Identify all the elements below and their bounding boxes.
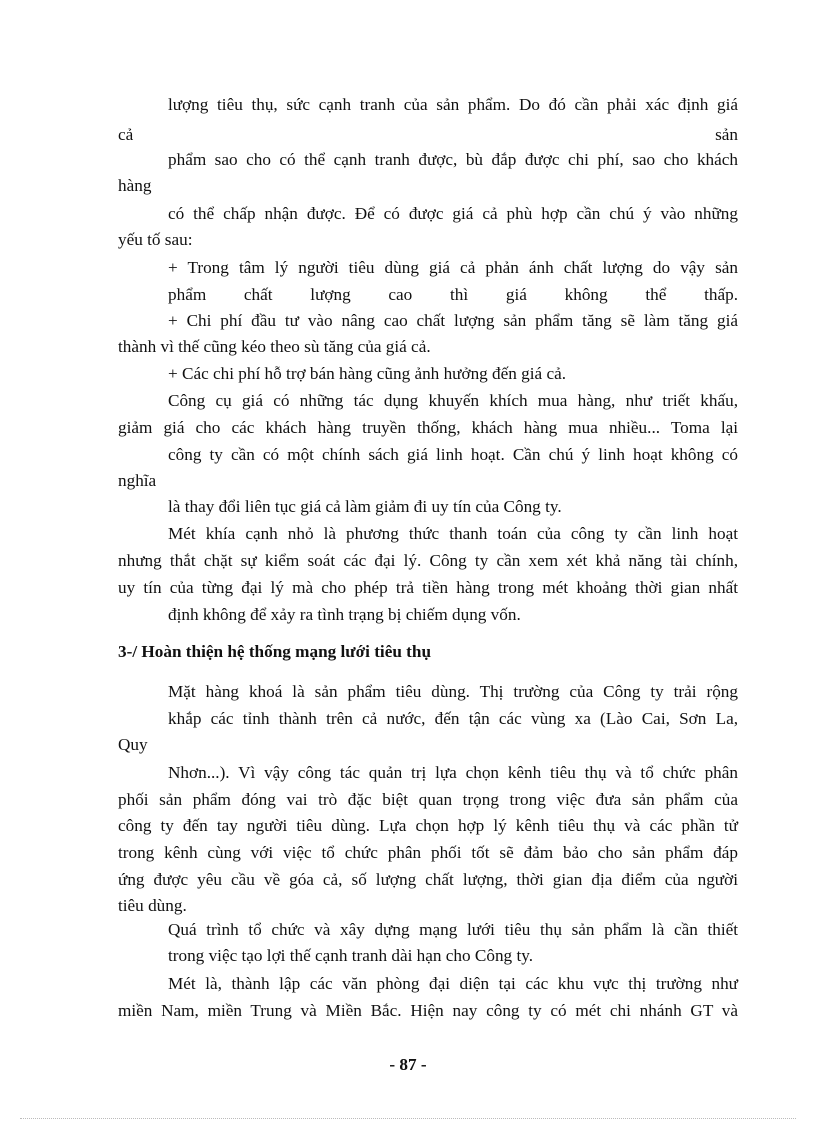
text-line: Mét khía cạnh nhỏ là phương thức thanh toán của công ty cần linh hoạt [168, 524, 738, 543]
text-line: Nhơn...). Vì vậy công tác quản trị lựa chọn kênh tiêu thụ và tổ chức phân [168, 763, 738, 782]
text-line: phẩm chất lượng cao thì giá không thể thấp. [168, 285, 738, 304]
text-line: có thể chấp nhận được. Để có được giá cả phù hợp cần chú ý vào những [168, 204, 738, 223]
text-line: nghĩa [118, 471, 157, 490]
text-line: giảm giá cho các khách hàng truyền thống, khách hàng mua nhiều... Toma lại [118, 418, 738, 437]
text-line: hàng [118, 176, 152, 195]
text-line: tiêu dùng. [118, 896, 187, 915]
text-line: định không để xảy ra tình trạng bị chiếm dụng vốn. [168, 605, 521, 624]
page-number: - 87 - [389, 1055, 427, 1074]
text-line: Mặt hàng khoá là sản phẩm tiêu dùng. Thị trường của Công ty trải rộng [168, 682, 738, 701]
text-line: trong kênh cùng với việc tổ chức phân phối tốt sẽ đảm bảo cho sản phẩm đáp [118, 843, 738, 862]
text-line: + Chi phí đầu tư vào nâng cao chất lượng sản phẩm tăng sẽ làm tăng giá [168, 311, 738, 330]
text-line: cả [118, 125, 134, 144]
text-line: yếu tố sau: [118, 230, 193, 249]
text-line: phối sản phẩm đóng vai trò đặc biệt quan trọng trong việc đưa sản phẩm của [118, 790, 738, 809]
text-line: là thay đổi liên tục giá cả làm giảm đi uy tín của Công ty. [168, 497, 562, 516]
text-line: ứng được yêu cầu về góa cả, số lượng chất lượng, thời gian địa điểm của người [118, 870, 738, 889]
text-line: Công cụ giá có những tác dụng khuyến khích mua hàng, như triết khấu, [168, 391, 738, 410]
text-line: thành vì thế cũng kéo theo sù tăng của giá cả. [118, 337, 431, 356]
text-line: công ty đến tay người tiêu dùng. Lựa chọn hợp lý kênh tiêu thụ và các phần tử [118, 816, 738, 835]
section-heading: 3-/ Hoàn thiện hệ thống mạng lưới tiêu thụ [118, 642, 432, 661]
text-line: sản [715, 125, 738, 144]
text-line: uy tín của từng đại lý mà cho phép trả tiền hàng trong mét khoảng thời gian nhất [118, 578, 738, 597]
page-bottom-border [20, 1118, 796, 1119]
text-line: + Trong tâm lý người tiêu dùng giá cả phản ánh chất lượng do vậy sản [168, 258, 738, 277]
text-line: nhưng thắt chặt sự kiểm soát các đại lý. Công ty cần xem xét khả năng tài chính, [118, 551, 738, 570]
text-line: phẩm sao cho có thể cạnh tranh được, bù đắp được chi phí, sao cho khách [168, 150, 738, 169]
text-line: lượng tiêu thụ, sức cạnh tranh của sản phẩm. Do đó cần phải xác định giá [168, 95, 738, 114]
text-line: trong việc tạo lợi thế cạnh tranh dài hạn cho Công ty. [168, 946, 533, 965]
text-line: + Các chi phí hỗ trợ bán hàng cũng ảnh hưởng đến giá cả. [168, 364, 567, 383]
text-line: Quy [118, 735, 148, 754]
text-line: khắp các tỉnh thành trên cả nước, đến tận các vùng xa (Lào Cai, Sơn La, [168, 709, 738, 728]
text-line: miền Nam, miền Trung và Miền Bắc. Hiện nay công ty có mét chi nhánh GT và [118, 1001, 738, 1020]
text-line: Mét là, thành lập các văn phòng đại diện tại các khu vực thị trường như [168, 974, 738, 993]
text-line: công ty cần có một chính sách giá linh hoạt. Cần chú ý linh hoạt không có [168, 445, 738, 464]
text-line: Quá trình tổ chức và xây dựng mạng lưới tiêu thụ sản phẩm là cần thiết [168, 920, 738, 939]
